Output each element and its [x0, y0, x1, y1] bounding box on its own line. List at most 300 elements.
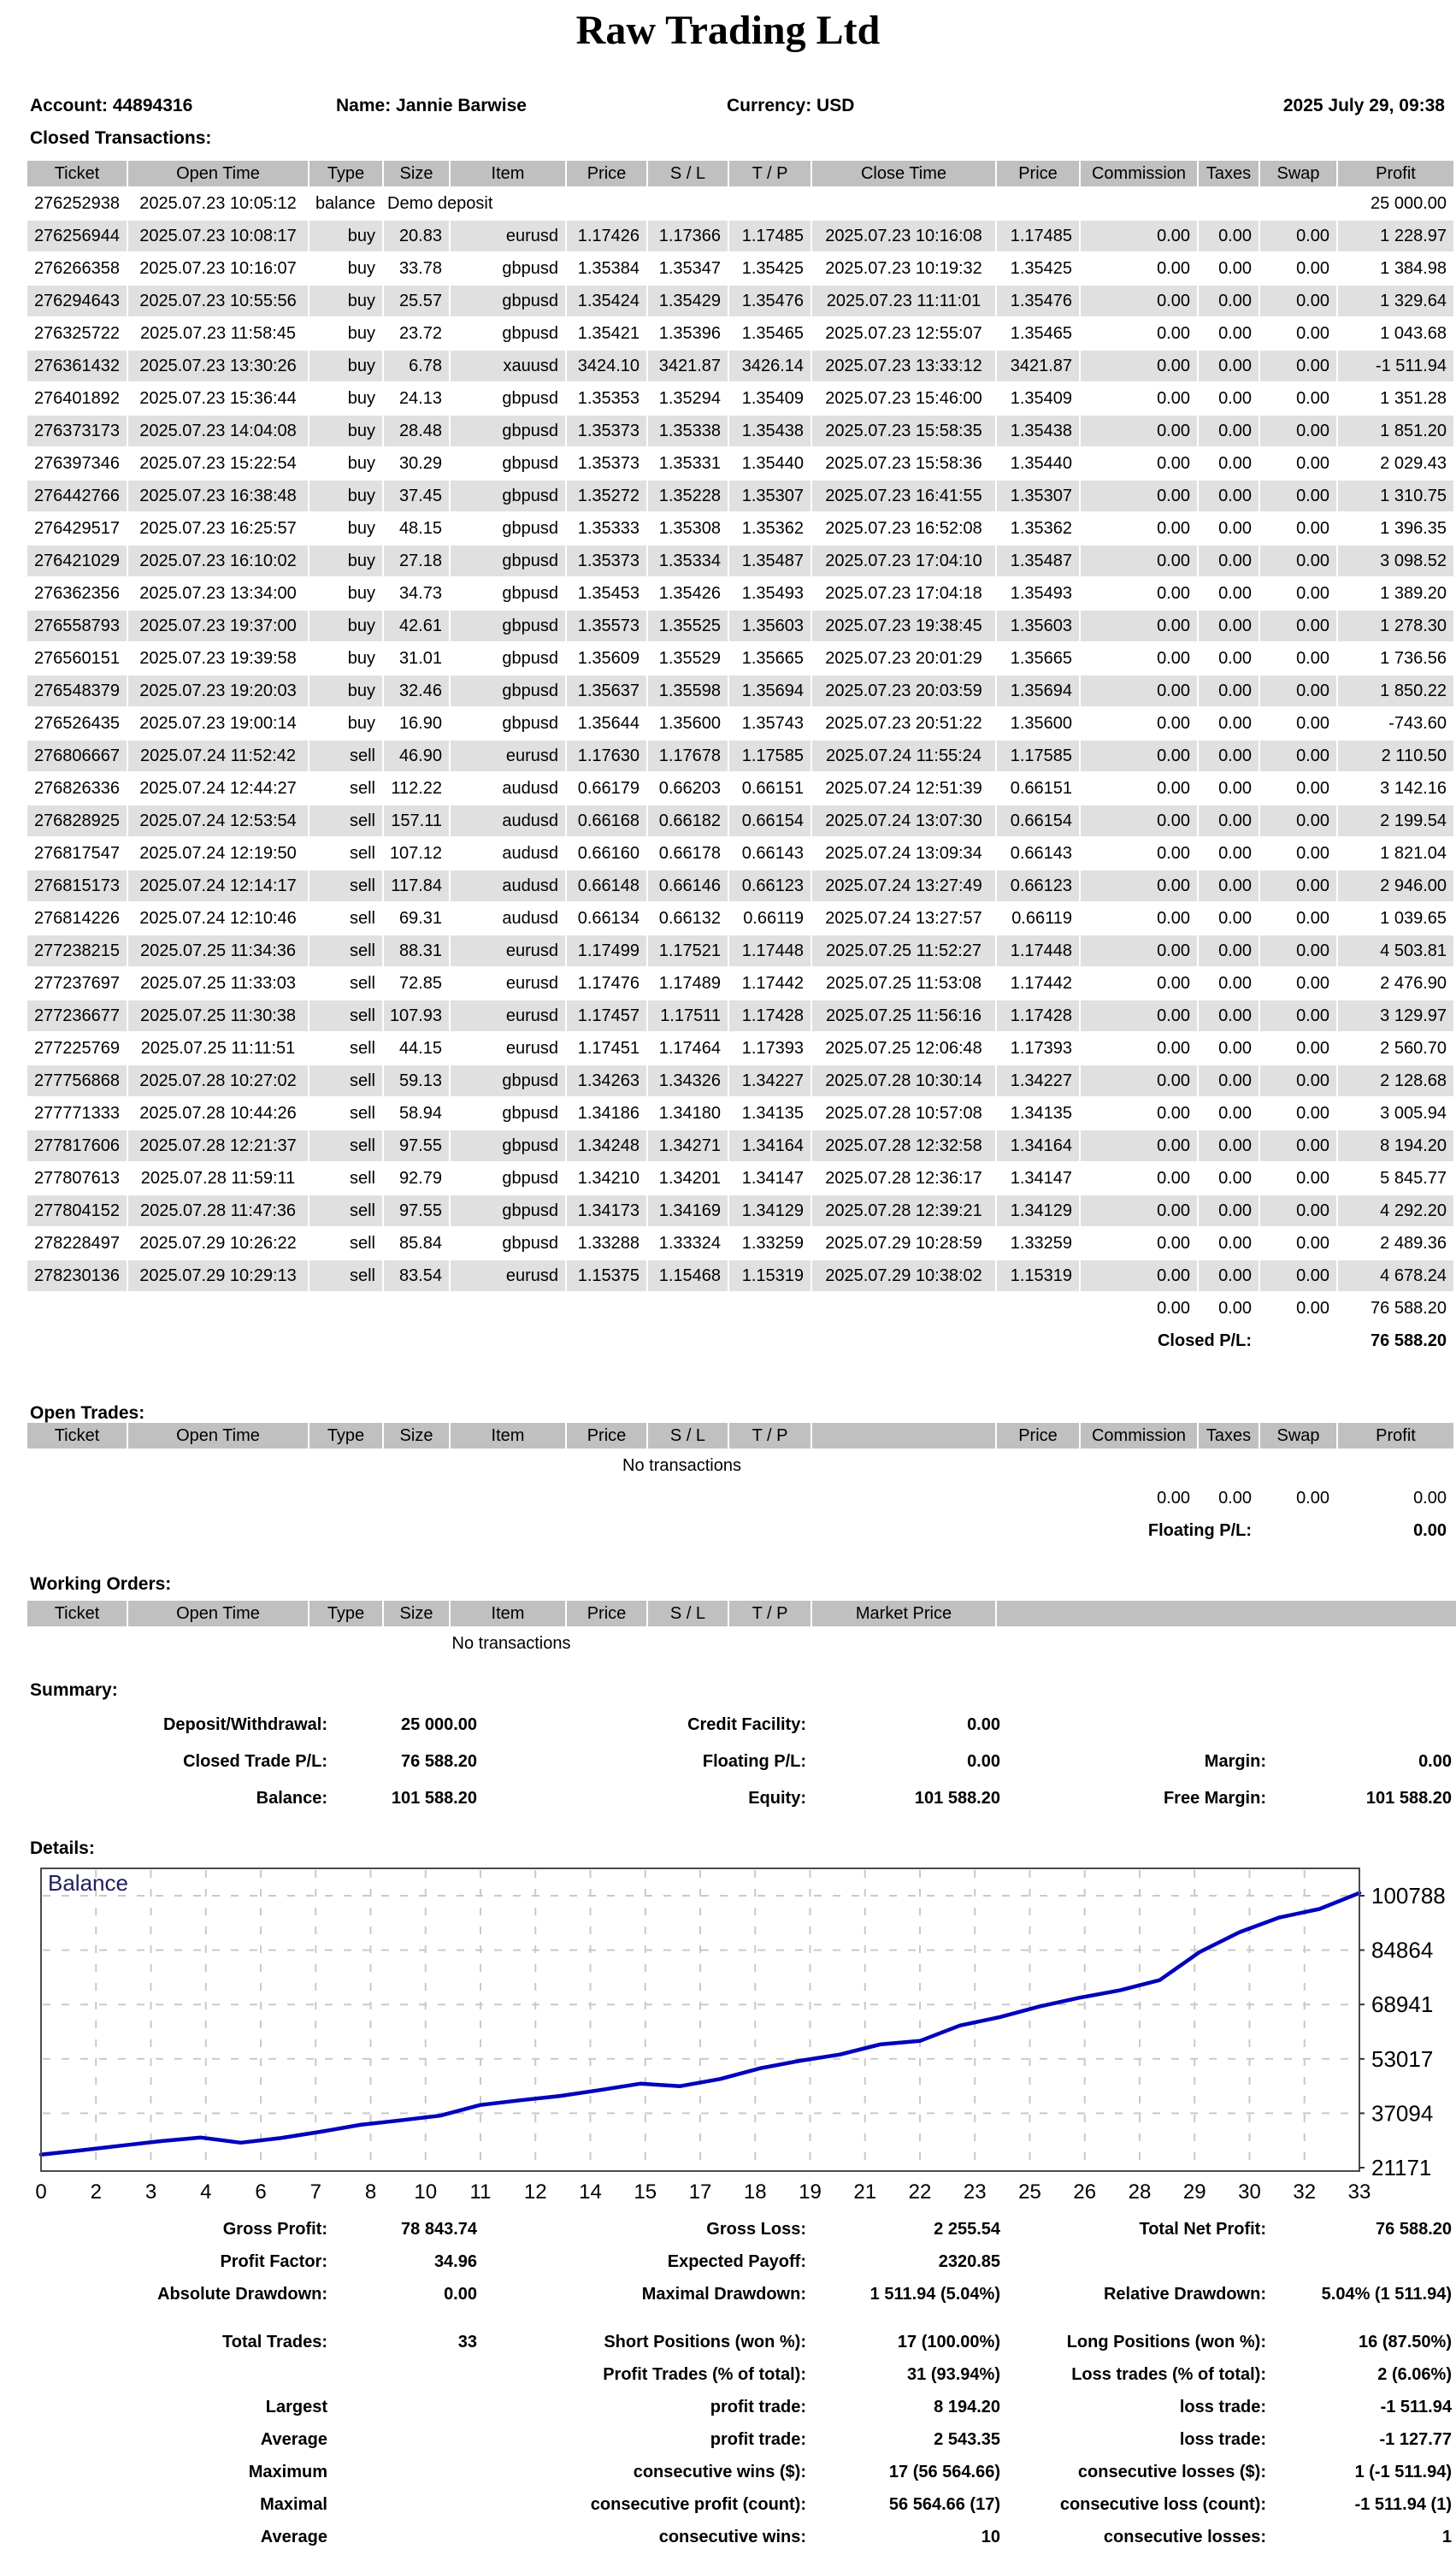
cell-taxes: 0.00 [1199, 870, 1259, 901]
cell-commission: 0.00 [1157, 583, 1190, 603]
cell-close-time: 2025.07.23 16:52:08 [825, 518, 982, 538]
cell-close-time: 2025.07.23 10:19:32 [825, 258, 982, 278]
svg-text:22: 22 [908, 2180, 932, 2204]
cell-taxes: 0.00 [1218, 973, 1252, 993]
transaction-row [27, 968, 1453, 999]
cell-swap: 0.00 [1296, 453, 1329, 473]
cell-size: 107.12 [389, 843, 442, 863]
cell-price: 1.35637 [567, 676, 646, 706]
col-header-blank [997, 1601, 1456, 1626]
cell-s-l: 1.17366 [648, 221, 728, 251]
stat-value [1268, 1707, 1453, 1744]
stat-label: consecutive losses ($): [1077, 2462, 1266, 2481]
col-header-profit: Profit [1338, 161, 1453, 186]
cell-price: 1.35333 [577, 518, 640, 538]
stat-label: Largest [265, 2397, 327, 2416]
cell-price: 1.35362 [1010, 518, 1072, 538]
cell-t-p: 1.35665 [741, 648, 804, 668]
stat-value: 2320.85 [938, 2251, 1000, 2271]
transaction-row [27, 805, 1453, 836]
cell-price: 1.34173 [567, 1195, 646, 1226]
cell-price: 1.35421 [577, 323, 640, 343]
stat-value: 16 (87.50%) [1359, 2332, 1452, 2351]
cell-type: sell [349, 843, 375, 863]
transaction-row [27, 383, 1453, 414]
details-heading: Details: [30, 1838, 95, 1858]
cell-type: sell [309, 1130, 382, 1161]
cell-size: 92.79 [398, 1168, 442, 1188]
col-header-ticket: Ticket [27, 1423, 127, 1449]
cell-type: sell [349, 778, 375, 798]
cell-taxes: 0.00 [1199, 416, 1259, 446]
cell-open-time: 2025.07.23 10:05:12 [139, 193, 297, 213]
stat-value: 0.00 [967, 1752, 1000, 1771]
stat-label: Credit Facility: [687, 1715, 806, 1734]
total-value: 0.00 [1199, 1293, 1259, 1324]
cell-item: gbpusd [502, 323, 558, 343]
col-header-t-p: T / P [729, 161, 811, 186]
cell-size: 37.45 [384, 481, 449, 511]
cell-open-time: 2025.07.25 11:34:36 [128, 935, 308, 966]
cell-item: gbpusd [451, 416, 565, 446]
stat-value [329, 2358, 479, 2391]
cell-item: gbpusd [451, 546, 565, 576]
stat-label: profit trade: [710, 2397, 806, 2416]
svg-text:84864: 84864 [1371, 1937, 1434, 1963]
stat-label [1002, 2245, 1268, 2278]
cell-size: 34.73 [398, 583, 442, 603]
cell-type: buy [309, 221, 382, 251]
cell-price: 1.17428 [997, 1000, 1079, 1031]
cell-ticket: 277771333 [33, 1103, 121, 1123]
cell-s-l: 3421.87 [648, 351, 728, 381]
cell-swap: 0.00 [1260, 805, 1336, 836]
cell-price: 0.66143 [1010, 843, 1072, 863]
cell-price: 1.35373 [567, 546, 646, 576]
cell-open-time: 2025.07.23 13:34:00 [139, 583, 297, 603]
cell-commission: 0.00 [1081, 805, 1197, 836]
cell-commission: 0.00 [1081, 286, 1197, 316]
cell-s-l: 0.66182 [648, 805, 728, 836]
stat-label: Expected Payoff: [667, 2251, 806, 2271]
cell-item: eurusd [505, 1038, 558, 1058]
cell-t-p: 1.17393 [741, 1038, 804, 1058]
cell-price: 1.35440 [1010, 453, 1072, 473]
svg-text:26: 26 [1073, 2180, 1097, 2204]
cell-s-l: 1.35525 [648, 611, 728, 641]
cell-close-time: 2025.07.23 20:03:59 [812, 676, 995, 706]
transaction-row [27, 1098, 1453, 1129]
cell-open-time: 2025.07.28 11:59:11 [140, 1168, 296, 1188]
stats-row [26, 2245, 1453, 2278]
stat-label: consecutive losses: [1103, 2527, 1266, 2546]
cell-profit: 2 110.50 [1338, 741, 1453, 771]
cell-swap: 0.00 [1296, 323, 1329, 343]
cell-profit: 1 039.65 [1380, 908, 1447, 928]
cell-commission: 0.00 [1157, 1103, 1190, 1123]
cell-price: 1.17451 [577, 1038, 640, 1058]
cell-s-l: 1.33324 [658, 1233, 721, 1253]
cell-size: 59.13 [384, 1065, 449, 1096]
cell-price: 0.66160 [577, 843, 640, 863]
cell-size: 83.54 [384, 1260, 449, 1291]
total-value: 0.00 [1199, 1483, 1259, 1514]
col-header-swap: Swap [1260, 161, 1336, 186]
cell-swap: 0.00 [1296, 713, 1329, 733]
col-header-t-p: T / P [729, 1423, 811, 1449]
cell-s-l: 1.35600 [658, 713, 721, 733]
cell-price: 1.34263 [567, 1065, 646, 1096]
cell-swap: 0.00 [1296, 1233, 1329, 1253]
x-axis-labels [35, 2180, 1371, 2204]
floating-pl-row [27, 1515, 1453, 1546]
cell-ticket: 276826336 [33, 778, 121, 798]
transaction-row [27, 1163, 1453, 1194]
cell-price: 1.35600 [1010, 713, 1072, 733]
cell-type: buy [347, 583, 375, 603]
cell-s-l: 1.35308 [658, 518, 721, 538]
cell-type: balance [315, 193, 375, 213]
cell-price: 1.17585 [997, 741, 1079, 771]
total-value: 76 588.20 [1338, 1293, 1453, 1324]
closed-transactions-heading: Closed Transactions: [30, 128, 212, 148]
transaction-row [27, 1130, 1453, 1161]
cell-item: audusd [502, 778, 558, 798]
stat-value: -1 511.94 [1380, 2397, 1452, 2416]
cell-ticket: 276828925 [27, 805, 127, 836]
cell-swap: 0.00 [1296, 388, 1329, 408]
cell-price: 0.66148 [567, 870, 646, 901]
cell-ticket: 277238215 [27, 935, 127, 966]
cell-t-p: 0.66123 [729, 870, 811, 901]
cell-commission: 0.00 [1081, 351, 1197, 381]
cell-open-time: 2025.07.23 10:16:07 [139, 258, 297, 278]
cell-size: 88.31 [384, 935, 449, 966]
cell-taxes: 0.00 [1199, 481, 1259, 511]
svg-text:37094: 37094 [1371, 2100, 1434, 2127]
col-header-open-time: Open Time [128, 1601, 308, 1626]
svg-text:33: 33 [1347, 2180, 1371, 2204]
stats-row [26, 2310, 1453, 2326]
cell-profit: 1 389.20 [1380, 583, 1447, 603]
cell-taxes: 0.00 [1218, 453, 1252, 473]
report-date: 2025 July 29, 09:38 [1282, 96, 1445, 115]
cell-commission: 0.00 [1081, 1000, 1197, 1031]
stat-value: 25 000.00 [401, 1715, 477, 1734]
closed-pl-row [27, 1325, 1453, 1356]
cell-ticket: 277807613 [33, 1168, 121, 1188]
cell-ticket: 276373173 [27, 416, 127, 446]
svg-text:53017: 53017 [1371, 2045, 1434, 2072]
transaction-row [27, 903, 1453, 934]
cell-close-time: 2025.07.23 10:16:08 [812, 221, 995, 251]
col-header-ticket: Ticket [27, 1601, 127, 1626]
cell-size: 6.78 [384, 351, 449, 381]
cell-open-time: 2025.07.23 15:22:54 [139, 453, 297, 473]
cell-close-time: 2025.07.23 19:38:45 [812, 611, 995, 641]
transaction-row [27, 1065, 1453, 1096]
col-header-taxes: Taxes [1199, 161, 1259, 186]
cell-price: 1.35384 [577, 258, 640, 278]
cell-taxes: 0.00 [1199, 1260, 1259, 1291]
stat-value: 0.00 [1418, 1752, 1452, 1771]
col-header-open-time: Open Time [128, 161, 308, 186]
cell-swap: 0.00 [1296, 583, 1329, 603]
cell-price: 1.35665 [1010, 648, 1072, 668]
cell-s-l: 1.17464 [658, 1038, 721, 1058]
cell-price: 1.35373 [577, 453, 640, 473]
col-header-t-p: T / P [729, 1601, 811, 1626]
transaction-row [27, 546, 1453, 576]
col-header-s-l: S / L [648, 161, 728, 186]
stat-label: profit trade: [710, 2429, 806, 2449]
stat-label: Profit Factor: [220, 2251, 327, 2271]
cell-type: sell [309, 870, 382, 901]
cell-ticket: 276548379 [27, 676, 127, 706]
stat-value: 2 255.54 [934, 2219, 1000, 2239]
cell-t-p: 1.17448 [729, 935, 811, 966]
cell-close-time: 2025.07.23 17:04:10 [812, 546, 995, 576]
cell-open-time: 2025.07.29 10:29:13 [128, 1260, 308, 1291]
cell-size: 31.01 [398, 648, 442, 668]
cell-item: gbpusd [502, 583, 558, 603]
cell-profit: 3 005.94 [1380, 1103, 1447, 1123]
cell-profit: 1 351.28 [1380, 388, 1447, 408]
cell-ticket: 276815173 [27, 870, 127, 901]
col-header-type: Type [309, 161, 382, 186]
transaction-row [27, 1033, 1453, 1064]
cell-commission: 0.00 [1081, 676, 1197, 706]
cell-type: sell [309, 805, 382, 836]
cell-swap: 0.00 [1296, 1103, 1329, 1123]
col-header-taxes: Taxes [1199, 1423, 1259, 1449]
stat-label [26, 2358, 329, 2391]
cell-taxes: 0.00 [1199, 351, 1259, 381]
cell-swap: 0.00 [1260, 1195, 1336, 1226]
stat-value: 101 588.20 [1365, 1789, 1452, 1808]
transaction-row [27, 481, 1453, 511]
cell-ticket: 276397346 [33, 453, 121, 473]
transaction-row [27, 1195, 1453, 1226]
cell-t-p: 1.34129 [729, 1195, 811, 1226]
cell-price: 1.17457 [567, 1000, 646, 1031]
summary-row [26, 1780, 1453, 1817]
cell-s-l: 1.35529 [658, 648, 721, 668]
stats-row [26, 2391, 1453, 2423]
cell-price: 1.35644 [577, 713, 640, 733]
svg-text:23: 23 [963, 2180, 987, 2204]
cell-price: 1.34129 [997, 1195, 1079, 1226]
cell-s-l: 1.17511 [648, 1000, 728, 1031]
cell-ticket: 276442766 [27, 481, 127, 511]
cell-item: audusd [451, 805, 565, 836]
cell-close-time: 2025.07.23 16:41:55 [812, 481, 995, 511]
stat-value: 76 588.20 [1376, 2219, 1452, 2239]
cell-swap: 0.00 [1260, 1130, 1336, 1161]
cell-price: 1.35493 [1010, 583, 1072, 603]
cell-price: 1.35609 [577, 648, 640, 668]
floating-pl-label: Floating P/L: [27, 1515, 1259, 1546]
stat-label: Absolute Drawdown: [157, 2284, 327, 2304]
cell-commission: 0.00 [1081, 221, 1197, 251]
cell-profit: -1 511.94 [1338, 351, 1453, 381]
cell-ticket: 276429517 [33, 518, 121, 538]
total-value: 0.00 [1081, 1483, 1197, 1514]
stat-value: 8 194.20 [934, 2397, 1000, 2416]
cell-close-time: 2025.07.29 10:28:59 [825, 1233, 982, 1253]
cell-commission: 0.00 [1081, 1195, 1197, 1226]
cell-ticket: 276362356 [33, 583, 121, 603]
stat-label: Closed Trade P/L: [183, 1752, 327, 1771]
cell-t-p: 1.35438 [729, 416, 811, 446]
cell-ticket: 276294643 [27, 286, 127, 316]
cell-commission: 0.00 [1081, 741, 1197, 771]
cell-taxes: 0.00 [1199, 546, 1259, 576]
cell-size: 72.85 [398, 973, 442, 993]
cell-ticket: 278230136 [27, 1260, 127, 1291]
cell-commission: 0.00 [1081, 611, 1197, 641]
cell-t-p: 0.66151 [741, 778, 804, 798]
stat-label: Profit Trades (% of total): [603, 2364, 806, 2384]
cell-taxes: 0.00 [1199, 286, 1259, 316]
cell-price: 1.34186 [577, 1103, 640, 1123]
stat-value: 78 843.74 [401, 2219, 477, 2239]
col-header-item: Item [451, 1423, 565, 1449]
cell-item: audusd [502, 908, 558, 928]
spacer [997, 1628, 1456, 1659]
cell-open-time: 2025.07.23 14:04:08 [128, 416, 308, 446]
stats-row [26, 2521, 1453, 2553]
cell-close-time: 2025.07.23 11:11:01 [812, 286, 995, 316]
cell-price: 1.34248 [567, 1130, 646, 1161]
cell-size: 32.46 [384, 676, 449, 706]
transaction-row [27, 935, 1453, 966]
col-header-type: Type [309, 1423, 382, 1449]
working-orders-heading: Working Orders: [30, 1574, 172, 1594]
cell-t-p: 1.34164 [729, 1130, 811, 1161]
cell-taxes: 0.00 [1199, 1130, 1259, 1161]
svg-text:11: 11 [469, 2180, 492, 2204]
stat-label: Equity: [748, 1789, 806, 1808]
cell-profit: 1 851.20 [1338, 416, 1453, 446]
cell-size: 97.55 [384, 1130, 449, 1161]
total-value: 0.00 [1081, 1293, 1197, 1324]
cell-close-time: 2025.07.24 13:27:57 [825, 908, 982, 928]
cell-type: sell [309, 1195, 382, 1226]
spacer [26, 2310, 1453, 2326]
cell-type: sell [349, 1168, 375, 1188]
y-axis-labels [1359, 1883, 1446, 2180]
cell-open-time: 2025.07.23 11:58:45 [139, 323, 297, 343]
cell-size: 28.48 [384, 416, 449, 446]
svg-text:25: 25 [1018, 2180, 1041, 2204]
cell-t-p: 1.34135 [741, 1103, 804, 1123]
stat-value: 0.00 [444, 2284, 477, 2304]
cell-taxes: 0.00 [1218, 908, 1252, 928]
cell-s-l: 1.34326 [648, 1065, 728, 1096]
cell-price: 1.17448 [997, 935, 1079, 966]
cell-s-l: 1.15468 [648, 1260, 728, 1291]
stat-value [1268, 2245, 1453, 2278]
cell-price: 1.15319 [997, 1260, 1079, 1291]
cell-s-l: 1.35331 [658, 453, 721, 473]
cell-type: sell [349, 908, 375, 928]
svg-text:12: 12 [523, 2180, 547, 2204]
cell-profit: 2 476.90 [1380, 973, 1447, 993]
transaction-row [27, 448, 1453, 479]
closed-transactions-table [26, 159, 1455, 1358]
stat-value: 101 588.20 [391, 1789, 477, 1808]
transaction-row [27, 286, 1453, 316]
cell-ticket: 276526435 [33, 713, 121, 733]
svg-text:6: 6 [255, 2180, 267, 2204]
stats-row [26, 2488, 1453, 2521]
stat-value: 1 511.94 (5.04%) [869, 2284, 1000, 2304]
total-value: 0.00 [1260, 1293, 1336, 1324]
cell-t-p: 1.35307 [729, 481, 811, 511]
cell-price: 1.35476 [997, 286, 1079, 316]
cell-ticket: 276806667 [27, 741, 127, 771]
svg-text:2: 2 [90, 2180, 102, 2204]
cell-type: buy [347, 648, 375, 668]
cell-size: 85.84 [398, 1233, 442, 1253]
cell-type: buy [309, 546, 382, 576]
cell-swap: 0.00 [1296, 1038, 1329, 1058]
cell-taxes: 0.00 [1199, 611, 1259, 641]
cell-t-p: 1.35425 [741, 258, 804, 278]
cell-type: buy [347, 258, 375, 278]
cell-close-time: 2025.07.23 15:58:36 [825, 453, 982, 473]
cell-ticket: 276560151 [33, 648, 121, 668]
cell-close-time: 2025.07.24 13:27:49 [812, 870, 995, 901]
cell-item: audusd [502, 843, 558, 863]
cell-commission: 0.00 [1157, 843, 1190, 863]
stat-value: 34.96 [433, 2251, 477, 2271]
cell-close-time: 2025.07.23 17:04:18 [825, 583, 982, 603]
cell-price: 1.34227 [997, 1065, 1079, 1096]
stat-label: Maximal Drawdown: [641, 2284, 806, 2304]
cell-type: sell [349, 1103, 375, 1123]
col-header-commission: Commission [1081, 1423, 1197, 1449]
cell-commission: 0.00 [1157, 518, 1190, 538]
svg-text:19: 19 [799, 2180, 822, 2204]
cell-swap: 0.00 [1260, 416, 1336, 446]
stats-row [26, 2423, 1453, 2456]
cell-profit: 2 199.54 [1338, 805, 1453, 836]
cell-item: gbpusd [502, 1103, 558, 1123]
cell-open-time: 2025.07.23 16:10:02 [128, 546, 308, 576]
stat-value: 31 (93.94%) [907, 2364, 1000, 2384]
cell-price: 1.35307 [997, 481, 1079, 511]
summary-heading: Summary: [30, 1680, 118, 1700]
cell-ticket: 277237697 [33, 973, 121, 993]
cell-price: 1.35424 [567, 286, 646, 316]
page-title: Raw Trading Ltd [575, 8, 881, 53]
stat-value: 2 543.35 [934, 2429, 1000, 2449]
stat-value: 76 588.20 [401, 1752, 477, 1771]
svg-text:29: 29 [1182, 2180, 1206, 2204]
cell-type: sell [349, 1233, 375, 1253]
cell-price: 0.66179 [577, 778, 640, 798]
cell-ticket: 276361432 [27, 351, 127, 381]
cell-type: sell [349, 1038, 375, 1058]
stat-value: 101 588.20 [914, 1789, 1000, 1808]
cell-s-l: 1.34271 [648, 1130, 728, 1161]
cell-swap: 0.00 [1296, 778, 1329, 798]
cell-price: 1.33288 [577, 1233, 640, 1253]
cell-s-l: 0.66203 [658, 778, 721, 798]
cell-swap: 0.00 [1296, 518, 1329, 538]
